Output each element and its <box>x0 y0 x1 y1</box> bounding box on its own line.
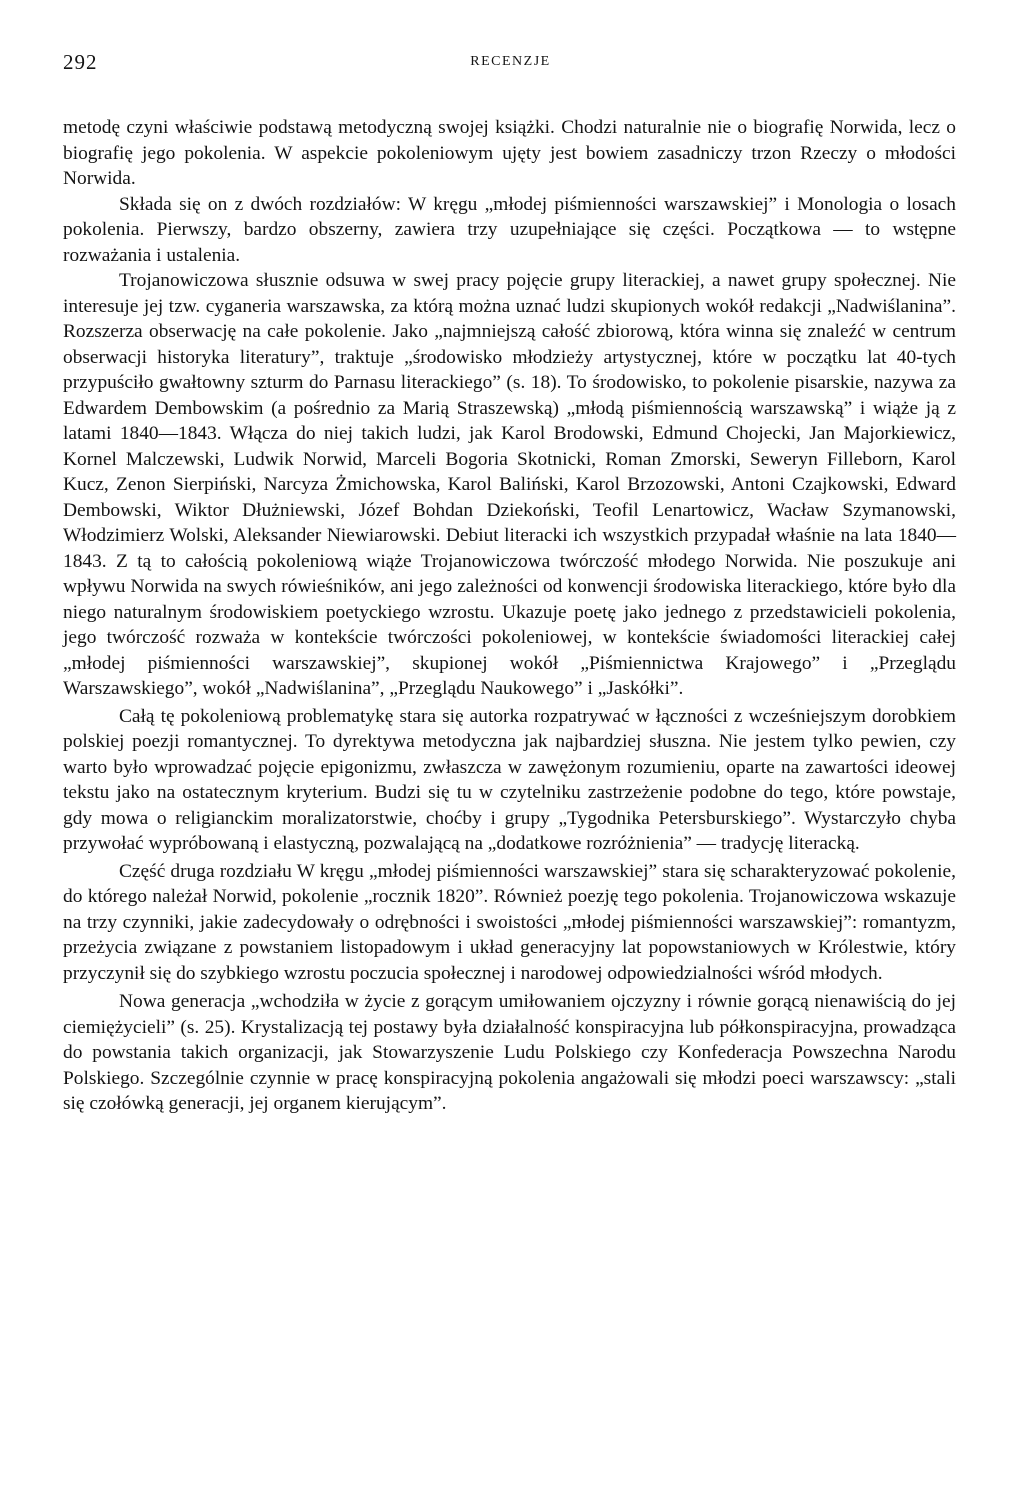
paragraph: Nowa generacja „wchodziła w życie z gorącym umiłowaniem ojczyzny i równie gorącą nienawiścią do jej ciemiężycieli” (s. 25). Krystalizacją tej postawy była działalność konspiracyjna lub półkonspiracyjna, prowadząca do powstania takich organizacji, jak Stowarzyszenie Ludu Polskiego czy Konfederacja Powszechna Narodu Polskiego. Szczególnie czynnie w pracę konspiracyjną pokolenia angażowali się młodzi poeci warszawscy: „stali się czołówką generacji, jej organem kierującym”. <box>63 991 956 1114</box>
paragraph: Część druga rozdziału W kręgu „młodej piśmienności warszawskiej” stara się scharakteryzować pokolenie, do którego należał Norwid, pokolenie „rocznik 1820”. Również poezję tego pokolenia. Trojanowiczowa wskazuje na trzy czynniki, jakie zadecydowały o odrębności i swoistości „młodej piśmienności warszawskiej”: romantyzm, przeżycia związane z powstaniem listopadowym i układ generacyjny lat popowstaniowych w Królestwie, który przyczynił się do szybkiego wzrostu poczucia społecznej i narodowej odpowiedzialności wśród młodych. <box>63 860 956 984</box>
page-number: 292 <box>63 50 98 74</box>
body-text <box>63 115 956 1117</box>
running-title: RECENZJE <box>470 54 551 69</box>
paragraph: Składa się on z dwóch rozdziałów: W kręgu „młodej piśmienności warszawskiej” i Monologia o losach pokolenia. Pierwszy, bardzo obszerny, zawiera trzy uzupełniające się części. Początkowa — to wstępne rozważania i ustalenia. <box>63 193 956 266</box>
paragraph: metodę czyni właściwie podstawą metodyczną swojej książki. Chodzi naturalnie nie o biografię Norwida, lecz o biografię jego pokolenia. W aspekcie pokoleniowym ujęty jest bowiem zasadniczy trzon Rzeczy o młodości Norwida. <box>63 117 956 189</box>
page-header <box>63 50 958 80</box>
paragraph: Trojanowiczowa słusznie odsuwa w swej pracy pojęcie grupy literackiej, a nawet grupy społecznej. Nie interesuje jej tzw. cyganeria warszawska, za którą można uznać ludzi skupionych wokół redakcji „Nadwiślanina”. Rozszerza obserwację na całe pokolenie. Jako „najmniejszą całość zbiorową, która winna się znaleźć w centrum obserwacji historyka literatury”, traktuje „środowisko młodzieży artystycznej, które w początku lat 40-tych przypuściło gwałtowny szturm do Parnasu literackiego” (s. 18). To środowisko, to pokolenie pisarskie, nazywa za Edwardem Dembowskim (a pośrednio za Marią Straszewską) „młodą piśmiennością warszawską” i wiąże ją z latami 1840—1843. Włącza do niej takich ludzi, jak Karol Brodowski, Edmund Chojecki, Jan Majorkiewicz, Kornel Malczewski, Ludwik Norwid, Marceli Bogoria Skotnicki, Roman Zmorski, Seweryn Filleborn, Karol Kucz, Zenon Sierpiński, Narcyza Żmichowska, Karol Baliński, Karol Brzozowski, Antoni Czajkowski, Edward Dembowski, Wiktor Dłużniewski, Józef Bohdan Dziekoński, Teofil Lenartowicz, Wacław Szymanowski, Włodzimierz Wolski, Aleksander Niewiarowski. Debiut literacki ich wszystkich przypadał właśnie na lata 1840—1843. Z tą to całością pokoleniową wiąże Trojanowiczowa twórczość młodego Norwida. Nie poszukuje ani wpływu Norwida na swych rówieśników, ani jego zależności od konwencji środowiska literackiego, które było dla niego naturalnym środowiskiem poetyckiego wzrostu. Ukazuje poetę jako jednego z przedstawicieli pokolenia, jego twórczość rozważa w kontekście twórczości pokoleniowej, w kontekście świadomości literackiej całej „młodej piśmienności warszawskiej”, skupionej wokół „Piśmiennictwa Krajowego” i „Przeglądu Warszawskiego”, wokół „Nadwiślanina”, „Przeglądu Naukowego” i „Jaskółki”. <box>63 270 956 699</box>
paragraph: Całą tę pokoleniową problematykę stara się autorka rozpatrywać w łączności z wcześniejszym dorobkiem polskiej poezji romantycznej. To dyrektywa metodyczna jak najbardziej słuszna. Nie jestem tylko pewien, czy warto było wprowadzać pojęcie epigonizmu, zwłaszcza w zawężonym rozumieniu, oparte na zawartości ideowej tekstu jako na ostatecznym kryterium. Budzi się tu w czytelniku zastrzeżenie podobne do tego, które powstaje, gdy mowa o religianckim moralizatorstwie, choćby i grupy „Tygodnika Petersburskiego”. Wystarczyło chyba przywołać wypróbowaną i elastyczną, pozwalającą na „dodatkowe rozróżnienia” — tradycję literacką. <box>63 705 956 854</box>
